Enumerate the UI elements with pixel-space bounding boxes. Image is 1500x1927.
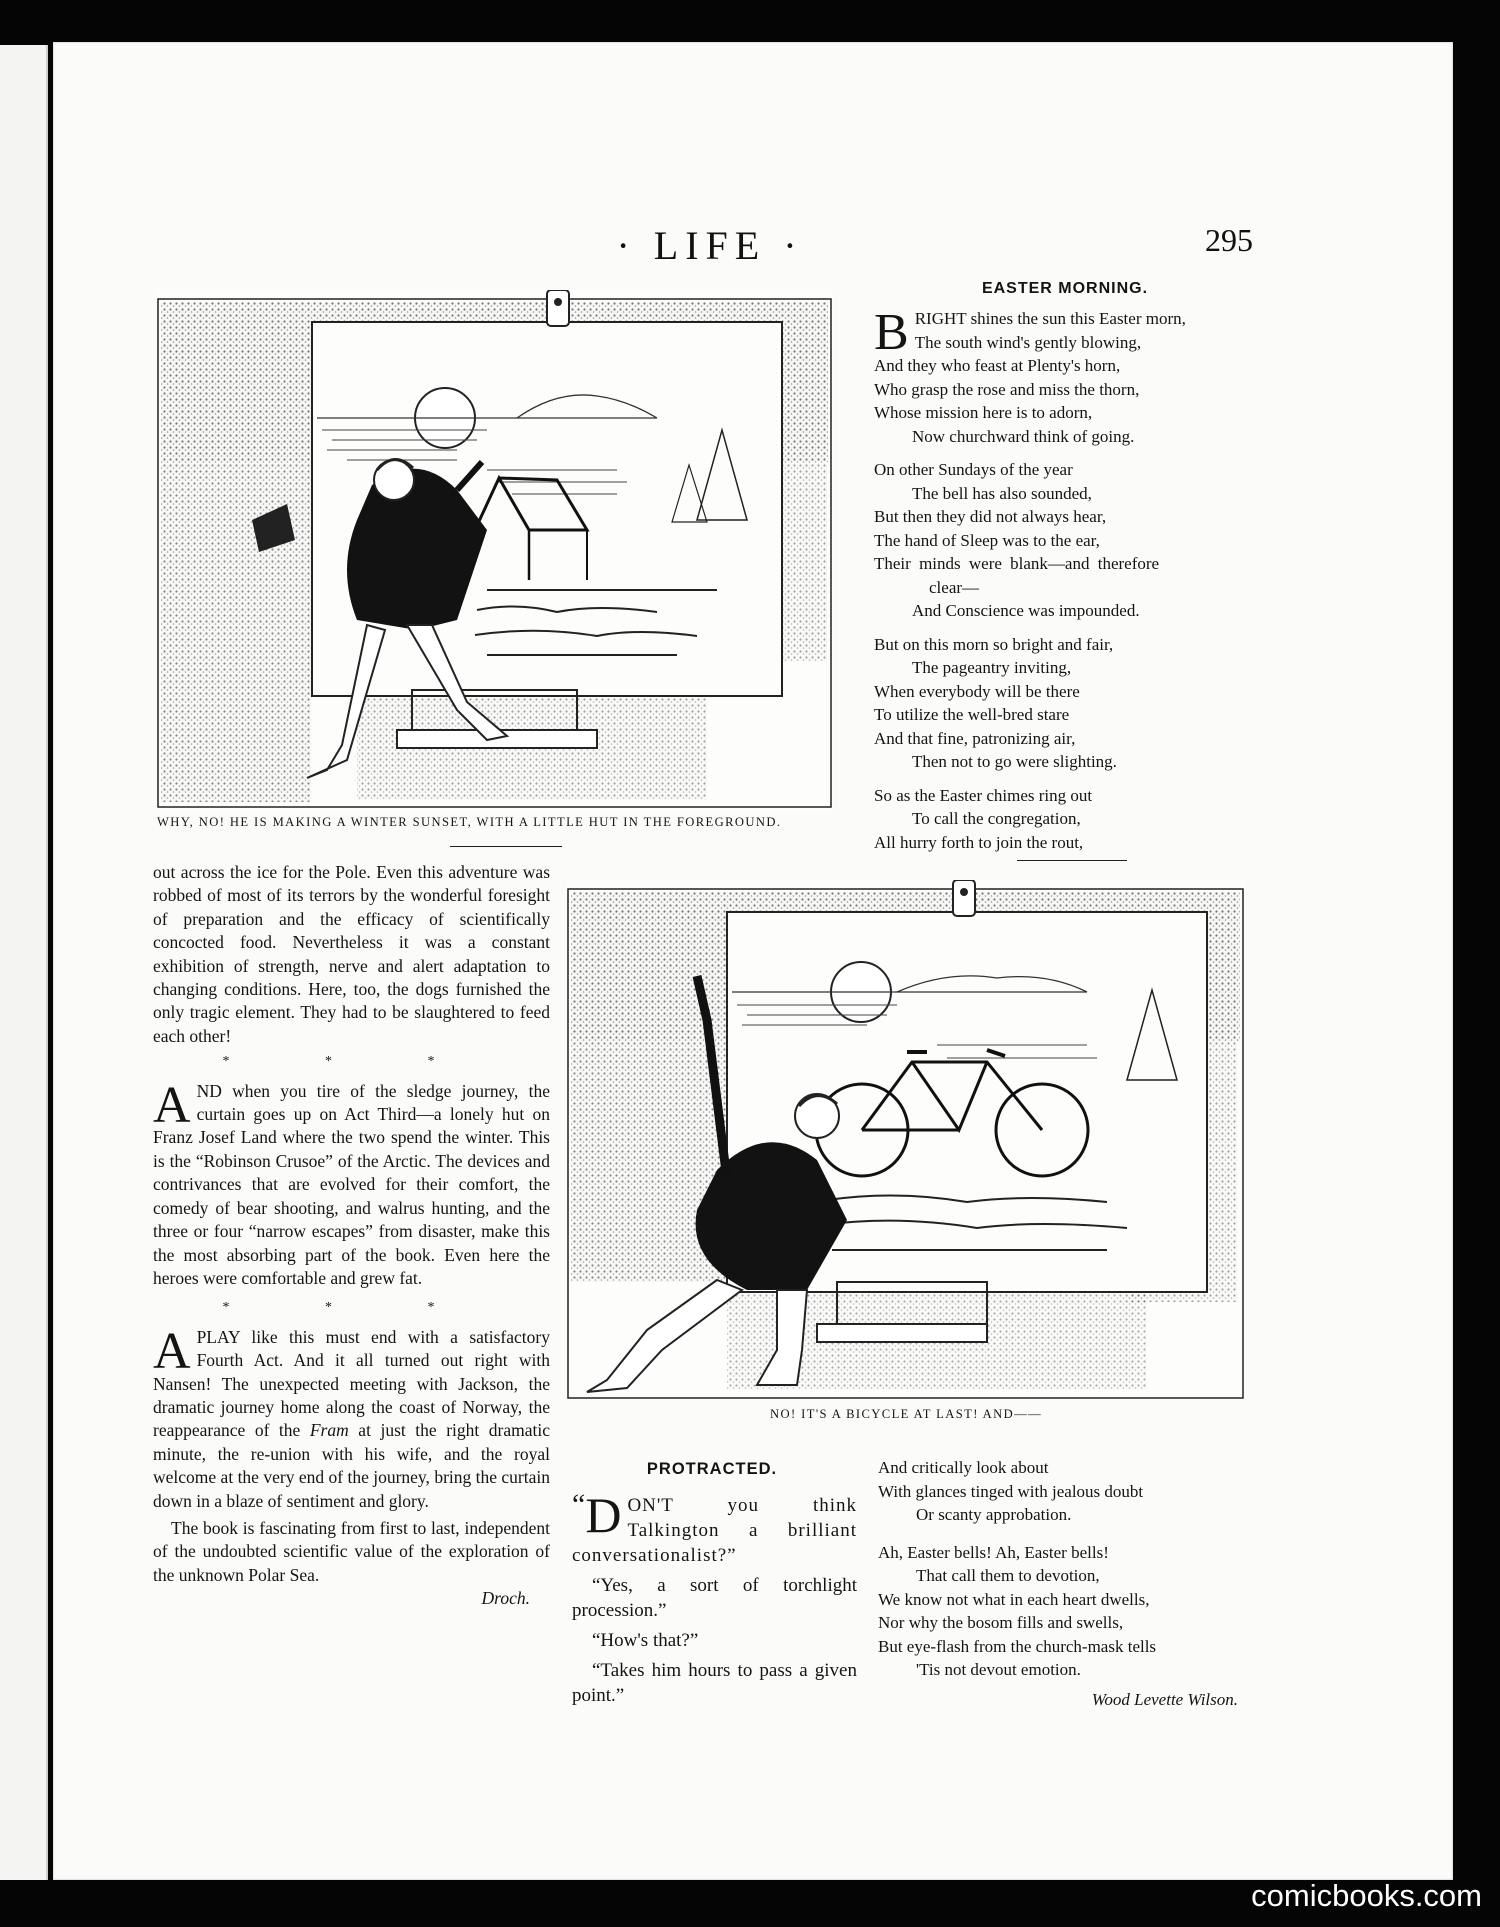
- drop-cap-a: A: [153, 1322, 191, 1380]
- poem-line: And Conscience was impounded.: [912, 601, 1140, 620]
- poem-stanza-5: [878, 1456, 1268, 1527]
- poem-line: Now churchward think of going.: [912, 426, 1135, 446]
- poem-line: Ah, Easter bells! Ah, Easter bells!: [878, 1542, 1109, 1562]
- poem-line: But on this morn so bright and fair,: [874, 634, 1114, 654]
- poem-line: The south wind's gently blowing,: [914, 332, 1142, 352]
- poem-stanza-4: [874, 784, 1264, 855]
- poem-line: 'Tis not devout emotion.: [916, 1660, 1081, 1679]
- poem-line: All hurry forth to join the rout,: [874, 832, 1084, 852]
- page-number: 295: [1205, 222, 1253, 258]
- poem-line: Or scanty approbation.: [916, 1505, 1072, 1524]
- poem-line: The pageantry inviting,: [912, 658, 1072, 677]
- section-stars: * * *: [222, 1300, 481, 1316]
- poem-stanza-3: [874, 633, 1264, 774]
- top-illustration-caption: WHY, NO! HE IS MAKING A WINTER SUNSET, WITH A LITTLE HUT IN THE FOREGROUND.: [157, 815, 782, 829]
- article-paragraph-3-text-end: at just the right dramatic minute, the re-union with his wife, and the royal welcome at the very end of the journey, bring the curtain down in a blaze of sentiment and glory.: [153, 1420, 551, 1511]
- left-column-article: [153, 861, 550, 1611]
- poem-line: RIGHT shines the sun this Easter morn,: [914, 309, 1186, 328]
- ship-name: Fram: [309, 1420, 349, 1441]
- article-paragraph-3-text: PLAY like this must end with a satisfactory Fourth Act. And it all turned out right with Nansen! The unexpected meeting with Jackson, the dramatic journey home along the coast of Norway, the reappearance of the: [153, 1326, 550, 1441]
- poem-line: The hand of Sleep was to the ear,: [874, 530, 1100, 550]
- poem-line: And that fine, patronizing air,: [874, 728, 1076, 748]
- poem-line: clear—: [929, 577, 980, 597]
- poem-line: So as the Easter chimes ring out: [874, 785, 1093, 805]
- top-illustration: [157, 290, 833, 810]
- poem-rule: [1017, 860, 1127, 861]
- middle-illustration-caption: NO! IT'S A BICYCLE AT LAST! AND——: [770, 1407, 1043, 1421]
- protracted-line: “Yes, a sort of torchlight procession.”: [572, 1575, 857, 1621]
- protracted-title: PROTRACTED.: [646, 1460, 778, 1478]
- article-paragraph-2-text: ND when you tire of the sledge journey, the curtain goes up on Act Third—a lonely hut on Franz Josef Land where the two spend the winter. This is the “Robinson Crusoe” of the Arctic. The devices and contrivances that are evolved for their comfort, the comedy of bear shooting, and walrus hunting, and the three or four “narrow escapes” from disaster, make this the most absorbing part of the book. Even here the heroes were comfortable and grew fat.: [153, 1080, 550, 1288]
- poem-stanza-2: [874, 458, 1264, 623]
- poem-line: We know not what in each heart dwells,: [878, 1589, 1150, 1609]
- article-paragraph-4: The book is fascinating from first to last, independent of the undoubted scientific value of the exploration of the unknown Polar Sea.: [153, 1517, 550, 1585]
- poem-line: Who grasp the rose and miss the thorn,: [874, 379, 1140, 399]
- previous-page-edge: [0, 45, 48, 1880]
- protracted-dialogue: [572, 1487, 857, 1713]
- poem-line: Whose mission here is to adorn,: [874, 403, 1093, 422]
- drop-cap-a: A: [153, 1076, 191, 1134]
- poem-drop-cap: B: [874, 304, 909, 361]
- article-paragraph-1: out across the ice for the Pole. Even this adventure was robbed of most of its terrors by the wonderful foresight of preparation and the efficacy of scientifically concocted food. Nevertheless it was a constant exhibition of strength, nerve and alert adaptation to changing conditions. Here, too, the dogs furnished the only tragic element. They had to be slaughtered to feed each other!: [153, 862, 550, 1046]
- poem-easter-morning: [874, 304, 1264, 864]
- poem-line: Nor why the bosom fills and swells,: [878, 1613, 1124, 1632]
- poem-line: And critically look about: [878, 1458, 1049, 1477]
- poem-line: And they who feast at Plenty's horn,: [874, 356, 1121, 375]
- protracted-line: “How's that?”: [592, 1630, 699, 1651]
- poem-title: EASTER MORNING.: [981, 280, 1149, 297]
- caption-rule-left: [450, 846, 562, 847]
- painter-hut-drawing: [157, 290, 833, 810]
- masthead: · LIFE ·: [616, 223, 804, 268]
- poem-line: To utilize the well-bred stare: [874, 705, 1070, 724]
- poem-stanza-6: [878, 1541, 1268, 1682]
- poem-line: But eye-flash from the church-mask tells: [878, 1636, 1157, 1656]
- section-stars: * * *: [222, 1054, 481, 1070]
- article-paragraph-2: [153, 1076, 550, 1291]
- poem-signature: Wood Levette Wilson.: [1091, 1689, 1238, 1709]
- open-quote: “: [572, 1488, 586, 1521]
- poem-line: That call them to devotion,: [916, 1566, 1100, 1585]
- drop-cap-d: D: [585, 1487, 622, 1543]
- poem-line: When everybody will be there: [874, 681, 1080, 701]
- poem-line: But then they did not always hear,: [874, 507, 1107, 526]
- painter-bicycle-drawing: [567, 880, 1245, 1400]
- poem-line: On other Sundays of the year: [874, 460, 1073, 479]
- protracted-line-first: [572, 1487, 857, 1568]
- poem-stanza-1: [874, 304, 1264, 448]
- article-paragraph-3: [153, 1322, 551, 1513]
- middle-illustration: [567, 880, 1245, 1400]
- protracted-line: “Takes him hours to pass a given point.”: [572, 1660, 857, 1706]
- protracted-first-text: ON'T you think Talkington a brilliant conversationalist?”: [572, 1495, 857, 1566]
- poem-line: With glances tinged with jealous doubt: [878, 1481, 1144, 1501]
- poem-line: The bell has also sounded,: [912, 483, 1092, 503]
- poem-line: Then not to go were slighting.: [912, 752, 1117, 771]
- poem-continued: [878, 1456, 1268, 1711]
- article-signature: Droch.: [481, 1588, 530, 1609]
- site-watermark: comicbooks.com: [1251, 1878, 1482, 1913]
- poem-line: To call the congregation,: [912, 809, 1081, 828]
- poem-line: Their minds were blank—and therefore: [874, 554, 1160, 573]
